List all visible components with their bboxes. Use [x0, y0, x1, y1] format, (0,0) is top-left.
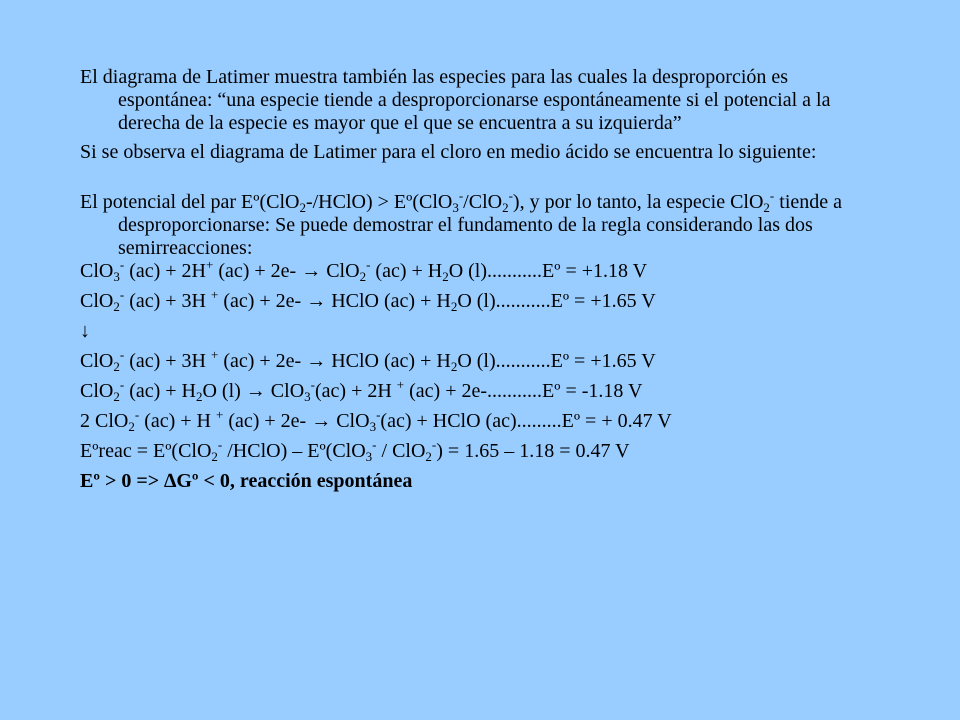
half-reaction-2: ClO$_2$- (ac) + 3H + (ac) + 2e- → HClO $(ac) + H_2O$ (l)...........Eº = +1.65 V — [80, 287, 656, 314]
half-reaction-1: ClO$_3$- (ac) + 2H+ (ac) + 2e- → ClO$_2$- $(ac) + H_2O$ (l)...........Eº = +1.18 V — [80, 257, 648, 284]
chlorine-acid-paragraph: Si se observa el diagrama de Latimer para el cloro en medio ácido se encuentra lo siguiente: — [80, 141, 817, 163]
spontaneity-conclusion: Eº > 0 => ∆Gº < 0, reacción espontánea — [80, 470, 413, 492]
slide-content — [80, 66, 880, 493]
half-reaction-3: ClO$_2$- (ac) + 3H + (ac) + 2e- → HClO $(ac) + H_2O$ (l)...........Eº = +1.65 V — [80, 347, 656, 374]
down-arrow: ↓ — [80, 320, 90, 342]
latimer-intro-paragraph: El diagrama de Latimer muestra también las especies para las cuales la desproporción es espontánea: “una especie tiende a desproporcionarse espontáneamente si el potencial a la derecha de la especie es mayor que el que se encuentra a su izquierda” — [80, 66, 831, 134]
half-reaction-4: ClO$_2$- $(ac) + H_2O$ (l) → ClO$_3$-(ac) + 2H + (ac) + 2e-...........Eº = -1.18 V — [80, 377, 643, 404]
overall-reaction: 2 ClO$_2$- (ac) + H + (ac) + 2e- → ClO$_3$-(ac) + HClO (ac).........Eº = + 0.47 V — [80, 407, 672, 434]
potential-pair-paragraph: El potencial del par Eº(ClO$_2$-/HClO) > Eº(ClO$_3$-/ClO$_2$-), y por lo tanto, la especie ClO$_2$- tiende a desproporcionarse: Se puede demostrar el fundamento de la regla considerando las dos semirreacciones: — [80, 188, 843, 259]
ereac-equation: Eºreac = Eº(ClO$_2$- /HClO) – Eº(ClO$_3$- / ClO$_2$-) = 1.65 – 1.18 = 0.47 V — [80, 437, 630, 464]
